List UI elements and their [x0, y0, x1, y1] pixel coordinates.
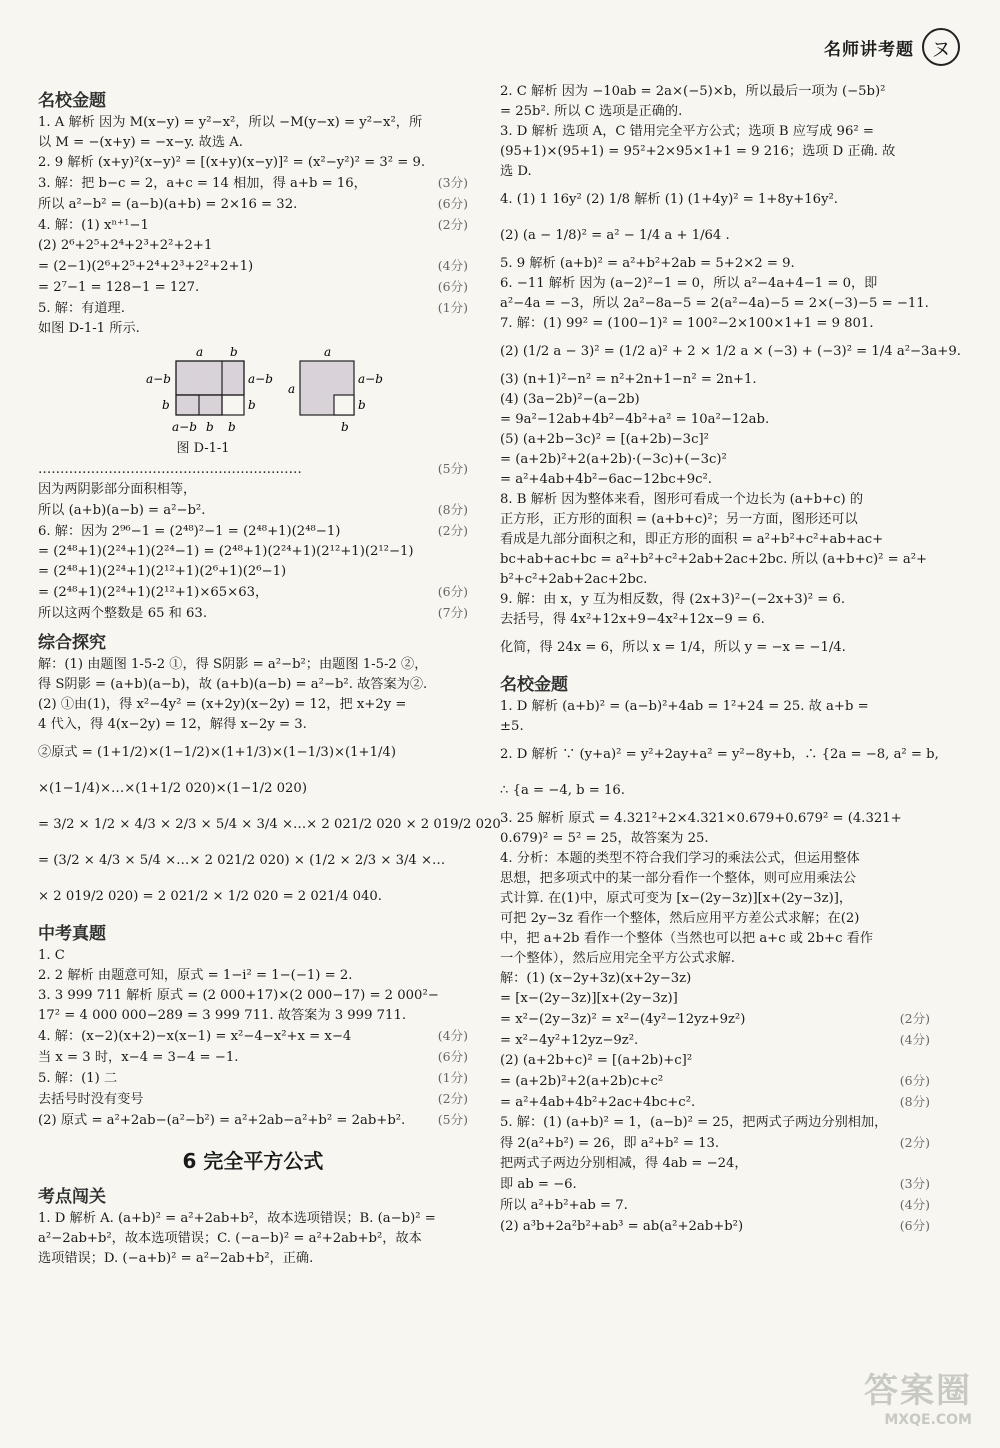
- answer-line: 把两式子两边分别相减，得 4ab = −24，: [500, 1156, 748, 1171]
- fig1-label-b: b: [206, 420, 214, 434]
- scored-text: 得 2(a²+b²) = 26，即 a²+b² = 13.: [500, 1136, 720, 1151]
- scored-text: 所以 (a+b)(a−b) = a²−b².: [38, 503, 206, 518]
- scored-line: [38, 603, 468, 624]
- answer-line: 3. 3 999 711 解析 原式 = (2 000+17)×(2 000−17) = 2 000²−: [38, 988, 439, 1003]
- scored-text: = 2⁷−1 = 128−1 = 127.: [38, 280, 200, 295]
- score-points: (7分): [437, 605, 468, 620]
- figure-caption: 图 D-1-1: [176, 441, 230, 456]
- fig2-label-b: b: [358, 398, 366, 412]
- answer-line: 得 S阴影 = (a+b)(a−b)，故 (a+b)(a−b) = a²−b². 故答案为②.: [38, 677, 428, 692]
- right-column: [500, 82, 961, 1237]
- header-title: 名师讲考题: [824, 39, 914, 60]
- scored-text: 6. 解：因为 2⁹⁶−1 = (2⁴⁸)²−1 = (2⁴⁸+1)(2⁴⁸−1): [38, 524, 341, 539]
- logo-icon: ヌ: [922, 28, 960, 66]
- scored-text: = (2⁴⁸+1)(2²⁴+1)(2¹²+1)×65×63，: [38, 585, 269, 600]
- formula-line: × 2 019/2 020) = 2 021/2 × 1/2 020 = 2 021/4 040.: [38, 889, 382, 904]
- formula-line: ②原式 = (1+1/2)×(1−1/2)×(1+1/3)×(1−1/3)×(1+1/4): [38, 745, 396, 760]
- answer-line: ±5.: [500, 719, 524, 734]
- answer-line: 解：(1) (x−2y+3z)(x+2y−3z): [500, 971, 692, 986]
- section-heading: 中考真题: [38, 924, 106, 944]
- section-heading: 名校金题: [38, 91, 106, 111]
- fig2-inner-square: [334, 395, 354, 415]
- answer-line: = a²+4ab+4b²−6ac−12bc+9c².: [500, 472, 712, 487]
- formula-line: (2) (1/2 a − 3)² = (1/2 a)² + 2 × 1/2 a × (−3) + (−3)² = 1/4 a²−3a+9.: [500, 344, 961, 359]
- answer-line: 1. A 解析 因为 M(x−y) = y²−x²，所以 −M(y−x) = y²−x²，所: [38, 115, 423, 130]
- scored-text: (2) a³b+2a²b²+ab³ = ab(a²+2ab+b²): [500, 1219, 744, 1234]
- score-points: (4分): [437, 1028, 468, 1043]
- scored-text: = a²+4ab+4b²+2ac+4bc+c².: [500, 1095, 696, 1110]
- score-points: (6分): [899, 1218, 930, 1233]
- answer-line: (2) (a+2b+c)² = [(a+2b)+c]²: [500, 1053, 693, 1068]
- scored-text: 所以 a²−b² = (a−b)(a+b) = 2×16 = 32.: [38, 197, 298, 212]
- formula-line: ∴ {a = −4, b = 16.: [500, 783, 625, 798]
- answer-line: (5) (a+2b−3c)² = [(a+2b)−3c]²: [500, 432, 709, 447]
- answer-line: 2. 2 解析 由题意可知，原式 = 1−i² = 1−(−1) = 2.: [38, 968, 353, 983]
- score-points: (8分): [899, 1094, 930, 1109]
- answer-line: (3) (n+1)²−n² = n²+2n+1−n² = 2n+1.: [500, 372, 757, 387]
- scored-line: [38, 194, 468, 215]
- fig2-label-amb: a−b: [358, 372, 383, 386]
- answer-line: 解：(1) 由题图 1-5-2 ①，得 S阴影 = a²−b²；由题图 1-5-2 ②，: [38, 657, 428, 672]
- scored-text: 所以这两个整数是 65 和 63.: [38, 606, 208, 621]
- score-points: (2分): [437, 217, 468, 232]
- section-heading: 考点闯关: [38, 1187, 106, 1207]
- answer-line: = 25b². 所以 C 选项是正确的.: [500, 104, 683, 119]
- score-points: (2分): [899, 1135, 930, 1150]
- formula-line: 4. (1) 1 16y² (2) 1/8 解析 (1) (1+4y)² = 1+8y+16y².: [500, 192, 838, 207]
- formula-line: 化简，得 24x = 6，所以 x = 1/4，所以 y = −x = −1/4.: [500, 640, 846, 655]
- answer-line: = (2⁴⁸+1)(2²⁴+1)(2¹²+1)(2⁶+1)(2⁶−1): [38, 564, 287, 579]
- figure-d-1-1: [38, 343, 468, 439]
- score-points: (2分): [899, 1011, 930, 1026]
- scored-line: [38, 1110, 468, 1131]
- answer-line: b²+c²+2ab+2ac+2bc.: [500, 572, 648, 587]
- fig1-label-amb: a−b: [146, 372, 171, 386]
- answer-line: = 9a²−12ab+4b²−4b²+a² = 10a²−12ab.: [500, 412, 770, 427]
- fig1-label-amb: a−b: [172, 420, 197, 434]
- scored-line: [38, 1089, 468, 1110]
- answer-line: 1. D 解析 (a+b)² = (a−b)²+4ab = 1²+24 = 25. 故 a+b =: [500, 699, 869, 714]
- scored-text: 去括号时没有变号: [38, 1092, 144, 1107]
- answer-line: = [x−(2y−3z)][x+(2y−3z)]: [500, 991, 678, 1006]
- answer-line: 1. D 解析 A. (a+b)² = a²+2ab+b²，故本选项错误；B. (a−b)² =: [38, 1211, 436, 1226]
- watermark-url: MXQE.COM: [884, 1412, 972, 1428]
- answer-line: = (a+2b)²+2(a+2b)·(−3c)+(−3c)²: [500, 452, 727, 467]
- score-points: (3分): [899, 1176, 930, 1191]
- answer-line: 3. 25 解析 原式 = 4.321²+2×4.321×0.679+0.679² = (4.321+: [500, 811, 902, 826]
- answer-line: 2. C 解析 因为 −10ab = 2a×(−5)×b，所以最后一项为 (−5b)²: [500, 84, 886, 99]
- answer-line: 选 D.: [500, 164, 532, 179]
- scored-line: [38, 1026, 468, 1047]
- answer-line: (2) 2⁶+2⁵+2⁴+2³+2²+2+1: [38, 238, 213, 253]
- score-points: (6分): [437, 584, 468, 599]
- scored-text: 当 x = 3 时，x−4 = 3−4 = −1.: [38, 1050, 239, 1065]
- answer-line: 5. 解：(1) (a+b)² = 1，(a−b)² = 25，把两式子两边分别相加，: [500, 1115, 888, 1130]
- scored-text: 即 ab = −6.: [500, 1177, 577, 1192]
- scored-line: [500, 1009, 930, 1030]
- fig2-label-a: a: [324, 345, 332, 359]
- section-heading: 综合探究: [38, 633, 106, 653]
- answer-line: (4) (3a−2b)²−(a−2b): [500, 392, 640, 407]
- scored-text: (2) 原式 = a²+2ab−(a²−b²) = a²+2ab−a²+b² = 2ab+b².: [38, 1113, 406, 1128]
- scored-line: [500, 1195, 930, 1216]
- fig1-label-a: a: [196, 345, 204, 359]
- scored-line: [38, 277, 468, 298]
- scored-text: = (2−1)(2⁶+2⁵+2⁴+2³+2²+2+1): [38, 259, 254, 274]
- scored-line: [500, 1174, 930, 1195]
- scored-text: 所以 a²+b²+ab = 7.: [500, 1198, 628, 1213]
- score-points: (2分): [437, 523, 468, 538]
- page-header: [824, 28, 960, 66]
- answer-line: 因为两阴影部分面积相等，: [38, 482, 197, 497]
- answer-line: 如图 D-1-1 所示.: [38, 321, 140, 336]
- scored-line: [38, 500, 468, 521]
- chapter-title: 6 完全平方公式: [182, 1149, 324, 1173]
- figure-svg: [38, 343, 383, 439]
- formula-line: = 3/2 × 1/2 × 4/3 × 2/3 × 5/4 × 3/4 ×…× 2 021/2 020 × 2 019/2 020: [38, 817, 501, 832]
- answer-line: bc+ab+ac+bc = a²+b²+c²+2ab+2ac+2bc. 所以 (a+b+c)² = a²+: [500, 552, 928, 567]
- scored-text: 5. 解：(1) 二: [38, 1071, 118, 1086]
- scored-text: 4. 解：(x−2)(x+2)−x(x−1) = x²−4−x²+x = x−4: [38, 1029, 352, 1044]
- answer-line: 4 代入，得 4(x−2y) = 12，解得 x−2y = 3.: [38, 717, 307, 732]
- answer-line: 5. 9 解析 (a+b)² = a²+b²+2ab = 5+2×2 = 9.: [500, 256, 795, 271]
- answer-line: 正方形，正方形的面积 = (a+b+c)²；另一方面，图形还可以: [500, 512, 858, 527]
- score-points: (5分): [437, 1112, 468, 1127]
- answer-line: 6. −11 解析 因为 (a−2)²−1 = 0，所以 a²−4a+4−1 = 0，即: [500, 276, 878, 291]
- answer-line: 0.679)² = 5² = 25，故答案为 25.: [500, 831, 709, 846]
- scored-text: = x²−4y²+12yz−9z².: [500, 1033, 639, 1048]
- answer-line: 可把 2y−3z 看作一个整体，然后应用平方差公式求解；在(2): [500, 911, 860, 926]
- section-heading: 名校金题: [500, 675, 568, 695]
- answer-line: 选项错误；D. (−a+b)² = a²−2ab+b²，正确.: [38, 1251, 314, 1266]
- fig1-label-b: b: [248, 398, 256, 412]
- score-points: (3分): [437, 175, 468, 190]
- score-points: (6分): [899, 1073, 930, 1088]
- scored-text: ……………………………………………………: [38, 462, 302, 477]
- scored-line: [38, 256, 468, 277]
- scored-line: [500, 1216, 930, 1237]
- scored-text: = x²−(2y−3z)² = x²−(4y²−12yz+9z²): [500, 1012, 746, 1027]
- fig2-label-b: b: [341, 420, 349, 434]
- answer-line: 以 M = −(x+y) = −x−y. 故选 A.: [38, 135, 243, 150]
- scored-line: [38, 215, 468, 236]
- scored-line: [38, 459, 468, 480]
- score-points: (4分): [899, 1197, 930, 1212]
- scored-line: [500, 1071, 930, 1092]
- scored-line: [38, 1047, 468, 1068]
- scored-text: 5. 解：有道理.: [38, 301, 125, 316]
- answer-line: 去括号，得 4x²+12x+9−4x²+12x−9 = 6.: [500, 612, 765, 627]
- fig1-shaded-top: [176, 361, 244, 395]
- scored-line: [38, 298, 468, 319]
- scored-line: [500, 1133, 930, 1154]
- watermark-logo: 答案圈: [864, 1371, 972, 1411]
- answer-line: a²−2ab+b²，故本选项错误；C. (−a−b)² = a²+2ab+b²，故本: [38, 1231, 422, 1246]
- answer-line: 4. 分析：本题的类型不符合我们学习的乘法公式，但运用整体: [500, 851, 860, 866]
- answer-line: a²−4a = −3，所以 2a²−8a−5 = 2(a²−4a)−5 = 2×(−3)−5 = −11.: [500, 296, 929, 311]
- answer-line: (95+1)×(95+1) = 95²+2×95×1+1 = 9 216；选项 D 正确. 故: [500, 144, 896, 159]
- answer-line: 中，把 a+2b 看作一个整体（当然也可以把 a+c 或 2b+c 看作: [500, 931, 874, 946]
- formula-line: ×(1−1/4)×…×(1+1/2 020)×(1−1/2 020): [38, 781, 307, 796]
- scored-line: [38, 173, 468, 194]
- answer-line: = (2⁴⁸+1)(2²⁴+1)(2²⁴−1) = (2⁴⁸+1)(2²⁴+1)(2¹²+1)(2¹²−1): [38, 544, 414, 559]
- fig1-label-b: b: [162, 398, 170, 412]
- score-points: (8分): [437, 502, 468, 517]
- answer-line: 思想，把多项式中的某一部分看作一个整体，则可应用乘法公: [500, 871, 857, 886]
- formula-line: 2. D 解析 ∵ (y+a)² = y²+2ay+a² = y²−8y+b，∴ {2a = −8, a² = b,: [500, 747, 939, 762]
- score-points: (4分): [899, 1032, 930, 1047]
- scored-line: [500, 1030, 930, 1051]
- fig1-label-amb: a−b: [248, 372, 273, 386]
- answer-line: 1. C: [38, 948, 65, 963]
- formula-line: = (3/2 × 4/3 × 5/4 ×…× 2 021/2 020) × (1/2 × 2/3 × 3/4 ×…: [38, 853, 446, 868]
- score-points: (6分): [437, 279, 468, 294]
- watermark: [864, 1363, 972, 1428]
- fig1-label-b: b: [230, 345, 238, 359]
- score-points: (5分): [437, 461, 468, 476]
- score-points: (1分): [437, 300, 468, 315]
- answer-line: 一个整体），然后应用完全平方公式求解.: [500, 951, 735, 966]
- score-points: (6分): [437, 196, 468, 211]
- formula-line: (2) (a − 1/8)² = a² − 1/4 a + 1/64 .: [500, 228, 730, 243]
- scored-line: [500, 1092, 930, 1113]
- scored-text: 3. 解：把 b−c = 2，a+c = 14 相加，得 a+b = 16，: [38, 176, 367, 191]
- answer-line: 17² = 4 000 000−289 = 3 999 711. 故答案为 3 999 711.: [38, 1008, 407, 1023]
- score-points: (6分): [437, 1049, 468, 1064]
- scored-line: [38, 1068, 468, 1089]
- answer-line: (2) ①由(1)，得 x²−4y² = (x+2y)(x−2y) = 12，把 x+2y =: [38, 697, 407, 712]
- answer-line: 看成是九部分面积之和，即正方形的面积 = a²+b²+c²+ab+ac+: [500, 532, 884, 547]
- score-points: (1分): [437, 1070, 468, 1085]
- fig1-label-b: b: [228, 420, 236, 434]
- answer-line: 式计算. 在(1)中，原式可变为 [x−(2y−3z)][x+(2y−3z)]，: [500, 891, 853, 906]
- scored-text: = (a+2b)²+2(a+2b)c+c²: [500, 1074, 664, 1089]
- answer-line: 8. B 解析 因为整体来看，图形可看成一个边长为 (a+b+c) 的: [500, 492, 864, 507]
- scored-text: 4. 解：(1) xⁿ⁺¹−1: [38, 218, 149, 233]
- score-points: (2分): [437, 1091, 468, 1106]
- answer-line: 9. 解：由 x，y 互为相反数，得 (2x+3)²−(−2x+3)² = 6.: [500, 592, 846, 607]
- scored-line: [38, 582, 468, 603]
- score-points: (4分): [437, 258, 468, 273]
- fig2-label-a: a: [288, 382, 296, 396]
- answer-line: 7. 解：(1) 99² = (100−1)² = 100²−2×100×1+1 = 9 801.: [500, 316, 874, 331]
- answer-line: 3. D 解析 选项 A，C 错用完全平方公式；选项 B 应写成 96² =: [500, 124, 874, 139]
- answer-line: 2. 9 解析 (x+y)²(x−y)² = [(x+y)(x−y)]² = (x²−y²)² = 3² = 9.: [38, 155, 426, 170]
- scored-line: [38, 521, 468, 542]
- left-column: [38, 82, 501, 1269]
